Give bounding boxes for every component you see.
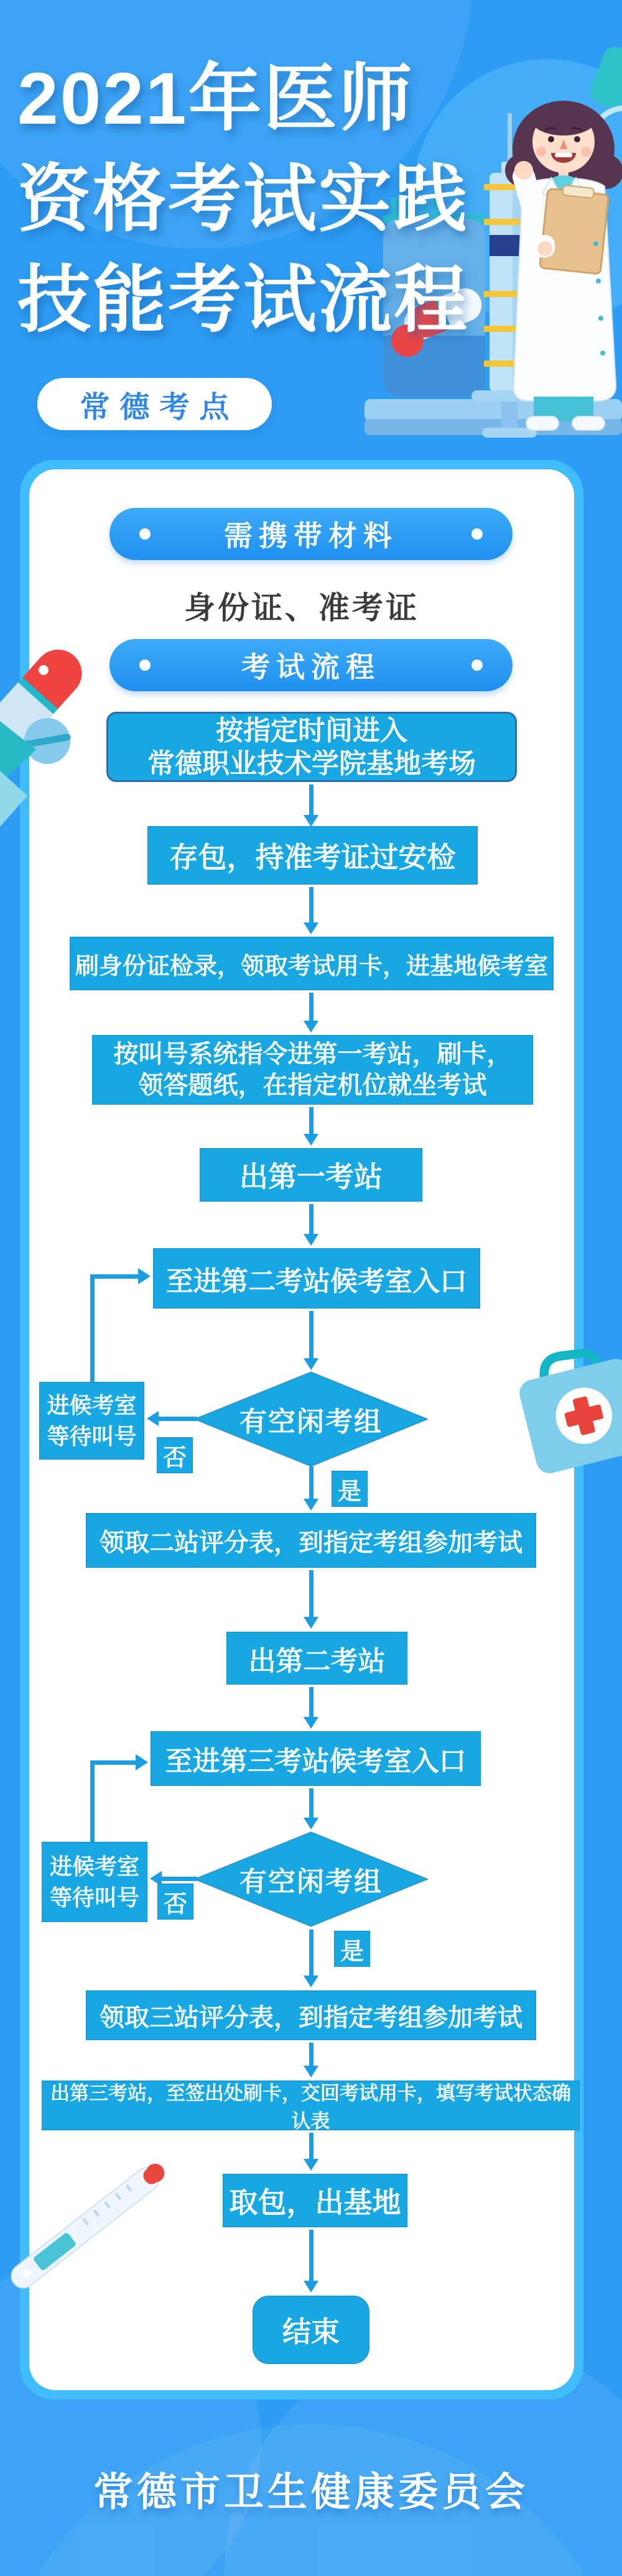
flow-step-exit-station1-label: 出第一考站	[239, 1161, 383, 1193]
flow-step-exit-station1	[200, 1148, 422, 1202]
flow-step-check-in-label: 刷身份证检录，领取考试用卡，进基地候考室	[75, 953, 548, 980]
loop-line	[90, 1760, 136, 1765]
loop-line	[90, 1760, 95, 1842]
arrow-down-icon	[309, 2230, 313, 2281]
flow-step-station3-scoresheet	[86, 1990, 536, 2040]
arrow-down-icon	[309, 1311, 313, 1359]
site-badge-label: 常德考点	[80, 390, 239, 424]
process-header-label: 考试流程	[241, 651, 381, 683]
flow-step-check-in	[70, 937, 554, 990]
flow-step-station2-waiting-entrance-label: 至进第二考站候考室入口	[166, 1266, 467, 1297]
flow-label-no-1-text: 否	[162, 1445, 187, 1471]
arrow-down-icon	[309, 784, 313, 816]
arrow-down-icon	[309, 993, 313, 1021]
flow-step-station3-waiting-entrance	[151, 1731, 481, 1786]
flow-step-station1-enter-line1: 按叫号系统指令进第一考站，刷卡，	[113, 1041, 512, 1068]
flow-step-station1-enter-line2: 领答题纸，在指定机位就坐考试	[138, 1072, 487, 1099]
flow-decision-free-group-2-label: 有空闲考组	[239, 1867, 383, 1897]
arrow-down-icon	[309, 1788, 313, 1818]
flow-step-wait-room-2	[42, 1842, 147, 1922]
pill-dot-icon	[471, 528, 483, 540]
loop-line	[90, 1274, 95, 1382]
arrow-left-icon	[158, 1417, 197, 1421]
flow-step-exit-station2	[226, 1632, 407, 1685]
arrow-down-icon	[309, 1204, 313, 1235]
flow-step-station2-waiting-entrance	[153, 1248, 480, 1309]
pill-dot-icon	[471, 660, 483, 671]
flow-step-end-label: 结束	[282, 2316, 340, 2348]
flow-decision-free-group-2	[193, 1831, 429, 1928]
arrow-right-icon	[136, 1754, 148, 1770]
flow-step-station2-scoresheet	[86, 1513, 536, 1568]
pill-dot-icon	[139, 528, 151, 540]
flow-label-yes-2	[334, 1931, 370, 1967]
materials-header-label: 需携带材料	[224, 520, 398, 552]
flow-step-retrieve-bag-label: 取包，出基地	[229, 2186, 401, 2219]
teal-triangles-icon	[0, 709, 50, 833]
flow-step-exit-station3-signout	[42, 2081, 580, 2130]
flow-label-yes-2-text: 是	[340, 1938, 364, 1965]
first-aid-kit-icon	[515, 1330, 622, 1492]
arrow-left-icon	[161, 1877, 197, 1881]
arrow-down-icon	[309, 1466, 313, 1499]
flow-step-station1-enter	[92, 1035, 533, 1105]
thermometer-icon	[6, 2126, 180, 2325]
flow-step-exit-station2-label: 出第二考站	[248, 1645, 386, 1677]
flow-step-station2-scoresheet-label: 领取二站评分表，到指定考组参加考试	[100, 1529, 522, 1557]
flow-label-no-2	[157, 1884, 193, 1920]
flow-step-wait-room-1-line2: 等待叫号	[47, 1423, 137, 1449]
flow-step-enter-venue-line1: 按指定时间进入	[216, 715, 407, 746]
flow-step-exit-station3-signout-label: 出第三考站，至签出处刷卡，交回考试用卡，填写考试状态确认表	[50, 2082, 571, 2132]
title-line-1: 2021年医师	[17, 58, 414, 140]
arrow-down-icon	[309, 1570, 313, 1617]
flow-step-end	[253, 2296, 369, 2364]
process-header-pill	[109, 639, 513, 691]
arrow-down-icon	[309, 1930, 313, 1976]
flow-step-station3-scoresheet-label: 领取三站评分表，到指定考组参加考试	[100, 2003, 522, 2031]
white-dot-icon	[39, 665, 49, 675]
flow-decision-free-group-1	[193, 1371, 429, 1468]
title-line-2: 资格考试实践	[17, 159, 470, 241]
flow-step-store-bag-label: 存包，持准考证过安检	[169, 841, 456, 873]
flow-step-retrieve-bag	[223, 2174, 407, 2227]
arrow-down-icon	[309, 2133, 313, 2160]
flow-step-enter-venue	[106, 712, 517, 782]
arrow-down-icon	[309, 2043, 313, 2066]
footer-organization: 常德市卫生健康委员会	[93, 2470, 529, 2514]
flow-label-yes-1-text: 是	[337, 1478, 361, 1505]
materials-content: 身份证、准考证	[184, 591, 419, 625]
flow-step-station3-waiting-entrance-label: 至进第三考站候考室入口	[165, 1746, 466, 1777]
flow-step-wait-room-1-line1: 进候考室	[47, 1392, 137, 1418]
flow-label-yes-1	[332, 1471, 368, 1507]
arrow-down-icon	[309, 887, 313, 923]
loop-line	[90, 1274, 138, 1279]
materials-header-pill	[109, 508, 513, 560]
flow-step-enter-venue-line2: 常德职业技术学院基地考场	[147, 748, 476, 779]
site-badge	[37, 378, 272, 430]
pill-dot-icon	[139, 660, 151, 671]
arrow-down-icon	[309, 1107, 313, 1134]
flow-step-wait-room-2-line2: 等待叫号	[49, 1884, 139, 1910]
flow-label-no-2-text: 否	[163, 1891, 187, 1918]
arrow-down-icon	[309, 1687, 313, 1718]
flow-step-wait-room-2-line1: 进候考室	[49, 1853, 139, 1879]
flow-decision-free-group-1-label: 有空闲考组	[239, 1407, 383, 1437]
poster-title	[17, 48, 527, 351]
arrow-right-icon	[138, 1268, 151, 1284]
flow-label-no-1	[157, 1437, 193, 1473]
flow-step-wait-room-1	[39, 1382, 144, 1460]
title-line-3: 技能考试流程	[17, 259, 470, 341]
flow-step-store-bag	[147, 826, 478, 885]
